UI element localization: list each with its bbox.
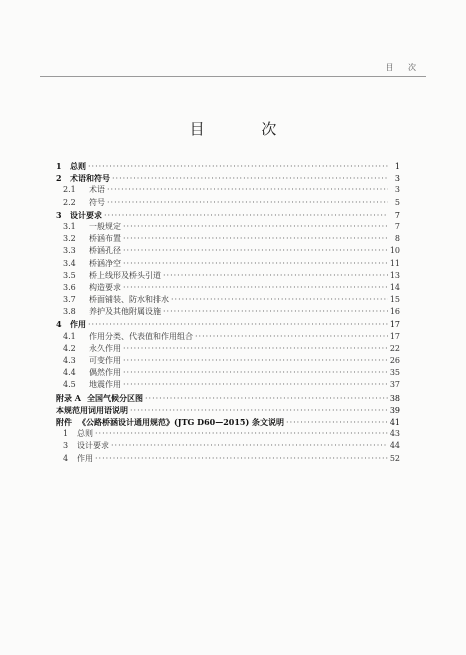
toc-entry-page: 52 — [389, 453, 400, 463]
toc-leader-dots — [107, 184, 388, 196]
toc-entry-page: 38 — [389, 393, 400, 403]
toc-entry-label: 一般规定 — [89, 221, 121, 231]
toc-entry[interactable] — [56, 172, 400, 184]
toc-entry-page: 43 — [389, 429, 400, 439]
toc-entry-page: 7 — [394, 221, 400, 231]
toc-entry-label: 养护及其他附属设施 — [89, 307, 161, 317]
toc-entry-number: 3.8 — [63, 307, 76, 317]
toc-entry-label: 本规范用词用语说明 — [56, 404, 128, 415]
toc-entry-label: 桥涵孔径 — [89, 246, 121, 256]
toc-entry-number: 附件 — [56, 416, 72, 427]
toc-entry-number: 3.1 — [63, 221, 76, 231]
toc-entry[interactable] — [56, 453, 400, 465]
toc-leader-dots — [123, 355, 388, 367]
toc-leader-dots — [123, 233, 388, 245]
toc-leader-dots — [123, 343, 388, 355]
toc-entry-label: 作用 — [77, 453, 93, 463]
toc-entry[interactable] — [56, 160, 400, 172]
toc-entry-label: 桥涵布置 — [89, 234, 121, 244]
toc-entry-page: 13 — [389, 270, 400, 280]
toc-entry[interactable] — [56, 392, 400, 404]
toc-entry[interactable] — [56, 318, 400, 330]
toc-entry-number: 2.2 — [63, 197, 76, 207]
toc-leader-dots — [171, 294, 388, 306]
toc-entry-label: 构造要求 — [89, 282, 121, 292]
toc-entry-label: 偶然作用 — [89, 368, 121, 378]
toc-entry[interactable] — [56, 245, 400, 257]
toc-entry-page: 7 — [394, 210, 400, 220]
toc-entry[interactable] — [56, 270, 400, 282]
toc-leader-dots — [111, 440, 388, 452]
toc-entry[interactable] — [56, 197, 400, 209]
toc-entry-page: 1 — [394, 162, 400, 171]
toc-leader-dots — [123, 221, 388, 233]
toc-entry-label: 符号 — [89, 197, 105, 207]
toc-leader-dots — [123, 245, 388, 257]
toc-entry[interactable] — [56, 379, 400, 391]
toc-entry-label: 永久作用 — [89, 343, 121, 353]
toc-entry[interactable] — [56, 184, 400, 196]
toc-entry-number: 3.2 — [63, 234, 76, 244]
toc-entry-number: 3.3 — [63, 246, 76, 256]
toc-entry-number: 4 — [56, 319, 62, 330]
toc-entry[interactable] — [56, 282, 400, 294]
toc-entry-number: 1 — [63, 429, 69, 439]
toc-entry-label: 桥面铺装、防水和排水 — [89, 295, 169, 305]
toc-entry-label: 总则 — [77, 429, 93, 439]
page-title: 目 次 — [189, 120, 303, 138]
toc-leader-dots — [95, 453, 388, 465]
toc-entry-label: 桥上线形及桥头引道 — [89, 270, 161, 280]
toc-entry-number: 2.1 — [63, 185, 76, 195]
toc-entry-page: 39 — [389, 405, 400, 415]
toc-entry-label: 桥涵净空 — [89, 258, 121, 268]
toc-entry-number: 2 — [56, 173, 62, 184]
toc-entry-number: 4.5 — [63, 380, 76, 390]
toc-entry[interactable] — [56, 258, 400, 270]
toc-entry[interactable] — [56, 221, 400, 233]
toc-entry-page: 5 — [394, 197, 400, 207]
toc-entry-label: 可变作用 — [89, 356, 121, 365]
toc-entry-number: 3.7 — [63, 295, 76, 305]
toc-entry-number: 3.5 — [63, 270, 76, 280]
toc-entry[interactable] — [56, 428, 400, 440]
toc-entry-page: 16 — [389, 307, 400, 317]
toc-entry-page: 11 — [389, 258, 400, 268]
toc-entry-label: 全国气候分区图 — [87, 392, 143, 403]
toc-entry-page: 3 — [394, 174, 400, 184]
toc-entry-page: 3 — [394, 185, 400, 195]
toc-entry-label: 设计要求 — [70, 209, 102, 220]
toc-leader-dots — [107, 197, 388, 209]
toc-entry-label: 术语 — [89, 185, 105, 195]
toc-entry-label: 设计要求 — [77, 441, 109, 451]
toc-entry-page: 22 — [389, 343, 400, 353]
toc-entry-number: 4.2 — [63, 343, 76, 353]
toc-entry[interactable] — [56, 404, 400, 416]
toc-entry[interactable] — [56, 294, 400, 306]
toc-entry[interactable] — [56, 367, 400, 379]
toc-entry-page: 15 — [389, 295, 400, 305]
toc-entry-number: 4.1 — [63, 331, 76, 341]
toc-entry-page: 26 — [389, 356, 400, 365]
toc-entry-label: 术语和符号 — [70, 173, 110, 184]
toc-leader-dots — [123, 379, 388, 391]
running-header — [40, 62, 426, 77]
toc-entry-label: 总则 — [70, 161, 86, 171]
toc-entry[interactable] — [56, 233, 400, 245]
toc-leader-dots — [195, 331, 388, 343]
toc-entry-number: 4.3 — [63, 356, 76, 365]
toc-leader-dots — [163, 270, 388, 282]
toc-entry-page: 35 — [389, 368, 400, 378]
toc-entry[interactable] — [56, 355, 400, 367]
toc-entry-page: 8 — [394, 234, 400, 244]
toc-entry-page: 44 — [389, 441, 400, 451]
toc-entry-label: 作用 — [70, 319, 86, 330]
toc-leader-dots — [123, 367, 388, 379]
toc-entry[interactable] — [56, 331, 400, 343]
table-of-contents — [56, 160, 400, 465]
toc-entry-page: 14 — [389, 282, 400, 292]
toc-entry-number: 3.4 — [63, 258, 76, 268]
toc-leader-dots — [123, 282, 388, 294]
toc-entry-number: 4 — [63, 453, 69, 463]
toc-entry[interactable] — [56, 343, 400, 355]
toc-entry-number: 1 — [56, 161, 62, 171]
toc-entry-page: 41 — [389, 417, 400, 427]
toc-leader-dots — [145, 393, 388, 405]
running-header-title: 目 次 — [385, 63, 422, 72]
toc-entry-page: 37 — [389, 380, 400, 390]
toc-entry[interactable] — [56, 209, 400, 221]
toc-entry-number: 3 — [56, 209, 62, 220]
toc-entry-number: 附录 A — [56, 392, 81, 403]
toc-entry-number: 3 — [63, 441, 69, 451]
toc-entry[interactable] — [56, 440, 400, 452]
toc-leader-dots — [95, 428, 388, 440]
toc-leader-dots — [163, 306, 388, 318]
toc-entry-page: 17 — [389, 320, 400, 330]
toc-entry[interactable] — [56, 306, 400, 318]
toc-entry[interactable] — [56, 416, 400, 428]
toc-entry-label: 《公路桥涵设计通用规范》(JTG D60—2015) 条文说明 — [78, 416, 285, 427]
toc-leader-dots — [123, 258, 388, 270]
toc-entry-label: 地震作用 — [89, 380, 121, 390]
toc-entry-page: 17 — [389, 331, 400, 341]
toc-leader-dots — [88, 161, 388, 173]
toc-entry-label: 作用分类、代表值和作用组合 — [89, 331, 193, 341]
toc-entry-number: 4.4 — [63, 368, 76, 378]
toc-entry-number: 3.6 — [63, 282, 76, 292]
toc-entry-page: 10 — [389, 246, 400, 256]
